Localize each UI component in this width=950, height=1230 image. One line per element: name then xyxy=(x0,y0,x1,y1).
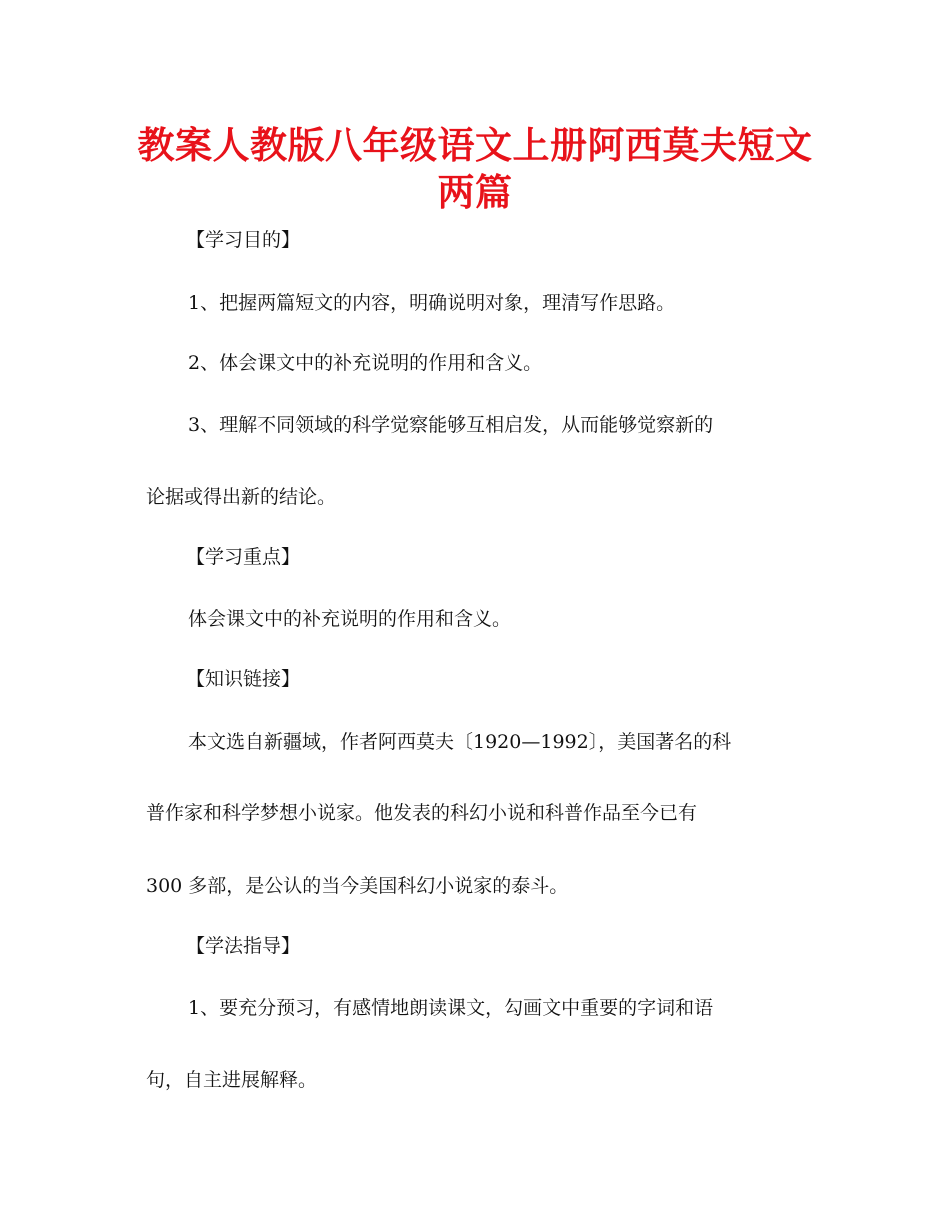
knowledge-line-1: 本文选自新疆域，作者阿西莫夫〔1920—1992〕，美国著名的科 xyxy=(188,731,732,753)
document-title-line-2: 两篇 xyxy=(437,171,513,214)
goal-item-1: 1、把握两篇短文的内容，明确说明对象，理清写作思路。 xyxy=(188,292,676,314)
focus-text: 体会课文中的补充说明的作用和含义。 xyxy=(188,608,512,630)
goal-item-3-line-1: 3、理解不同领域的科学觉察能够互相启发，从而能够觉察新的 xyxy=(188,414,714,436)
section-heading-goals: 【学习目的】 xyxy=(186,229,301,251)
section-heading-knowledge: 【知识链接】 xyxy=(186,668,301,690)
section-heading-method: 【学法指导】 xyxy=(186,935,301,957)
goal-item-3-line-2: 论据或得出新的结论。 xyxy=(146,486,337,508)
knowledge-line-2: 普作家和科学梦想小说家。他发表的科幻小说和科普作品至今已有 xyxy=(146,802,698,824)
section-heading-focus: 【学习重点】 xyxy=(186,546,301,568)
document-title-line-1: 教案人教版八年级语文上册阿西莫夫短文 xyxy=(137,124,813,167)
goal-item-2: 2、体会课文中的补充说明的作用和含义。 xyxy=(188,352,543,374)
method-item-1-line-2: 句，自主进展解释。 xyxy=(146,1069,318,1091)
method-item-1-line-1: 1、要充分预习，有感情地朗读课文，勾画文中重要的字词和语 xyxy=(188,997,714,1019)
knowledge-line-3: 300 多部，是公认的当今美国科幻小说家的泰斗。 xyxy=(146,875,569,897)
